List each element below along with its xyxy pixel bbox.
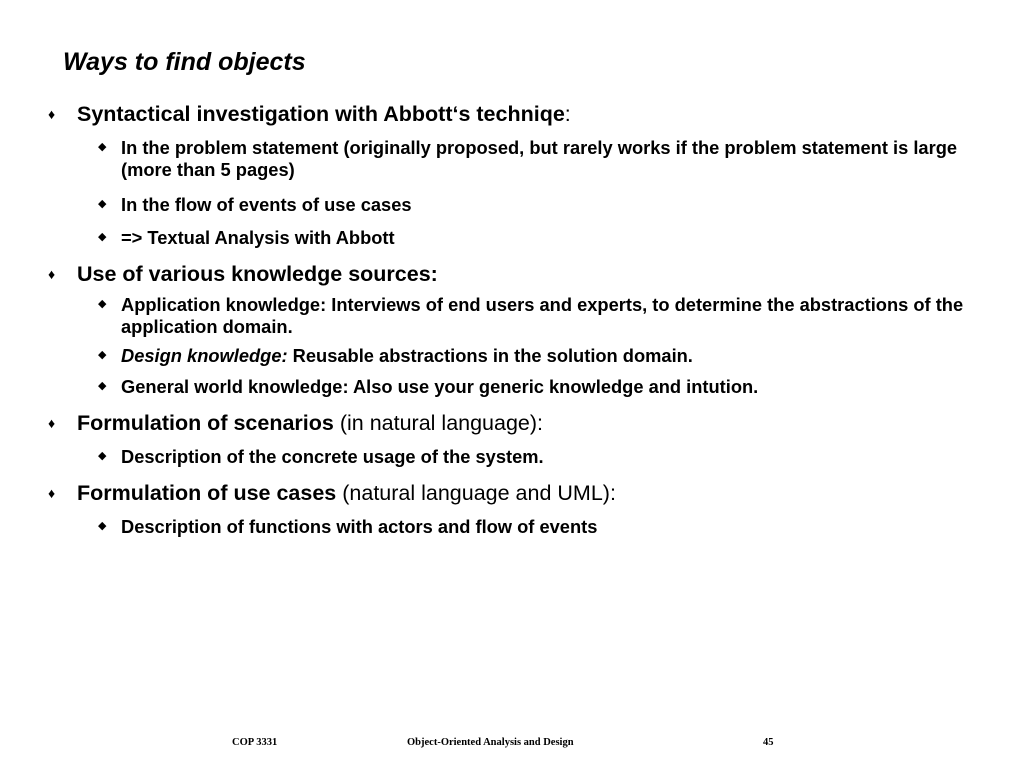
diamond-sub-bullet-icon: ◆ bbox=[98, 198, 107, 210]
sub-bullet-item bbox=[98, 227, 991, 249]
diamond-bullet-icon: ♦ bbox=[48, 415, 56, 431]
sub-bullet-text: Description of functions with actors and flow of events bbox=[121, 516, 598, 537]
sub-bullet-item bbox=[98, 194, 991, 216]
sub-bullet-text: In the flow of events of use cases bbox=[121, 194, 412, 215]
footer-page-number: 45 bbox=[763, 737, 774, 748]
diamond-sub-bullet-icon: ◆ bbox=[98, 349, 107, 361]
diamond-bullet-icon: ♦ bbox=[48, 266, 56, 282]
bullet-item bbox=[48, 261, 977, 287]
bullet-item bbox=[48, 410, 977, 436]
bullet-text: Use of various knowledge sources: bbox=[77, 262, 438, 286]
bullet-text: Formulation of scenarios bbox=[77, 411, 334, 435]
sub-bullet-item bbox=[98, 345, 991, 367]
bullet-suffix: (natural language and UML): bbox=[336, 481, 616, 505]
sub-bullet-text: Reusable abstractions in the solution domain. bbox=[287, 345, 693, 366]
sub-bullet-text: In the problem statement (originally proposed, but rarely works if the problem statement is large (more than 5 pages) bbox=[121, 137, 958, 180]
sub-bullet-item bbox=[98, 294, 991, 338]
bullet-text: Formulation of use cases bbox=[77, 481, 337, 505]
bullet-suffix: (in natural language): bbox=[333, 411, 544, 435]
sub-bullet-item bbox=[98, 137, 991, 181]
diamond-sub-bullet-icon: ◆ bbox=[98, 231, 107, 243]
diamond-bullet-icon: ♦ bbox=[48, 485, 56, 501]
footer-course: COP 3331 bbox=[232, 737, 278, 748]
diamond-sub-bullet-icon: ◆ bbox=[98, 380, 107, 392]
sub-bullet-text: Description of the concrete usage of the system. bbox=[121, 446, 544, 467]
bullet-text: Syntactical investigation with Abbott‘s techniqe bbox=[77, 102, 565, 126]
bullet-item bbox=[48, 101, 977, 127]
sub-bullet-item bbox=[98, 446, 991, 468]
slide-title: Ways to find objects bbox=[63, 48, 306, 76]
footer-title: Object-Oriented Analysis and Design bbox=[407, 737, 574, 748]
bullet-item bbox=[48, 480, 977, 506]
diamond-sub-bullet-icon: ◆ bbox=[98, 450, 107, 462]
diamond-sub-bullet-icon: ◆ bbox=[98, 141, 107, 153]
sub-bullet-text: => Textual Analysis with Abbott bbox=[121, 227, 395, 248]
sub-bullet-item bbox=[98, 376, 991, 398]
sub-bullet-italic-text: Design knowledge: bbox=[121, 345, 288, 366]
sub-bullet-item bbox=[98, 516, 991, 538]
diamond-bullet-icon: ♦ bbox=[48, 106, 56, 122]
diamond-sub-bullet-icon: ◆ bbox=[98, 520, 107, 532]
bullet-suffix: : bbox=[564, 102, 571, 126]
sub-bullet-text: Application knowledge: Interviews of end users and experts, to determine the abstractions of the application domain. bbox=[121, 294, 964, 337]
sub-bullet-text: General world knowledge: Also use your generic knowledge and intution. bbox=[121, 376, 759, 397]
diamond-sub-bullet-icon: ◆ bbox=[98, 298, 107, 310]
